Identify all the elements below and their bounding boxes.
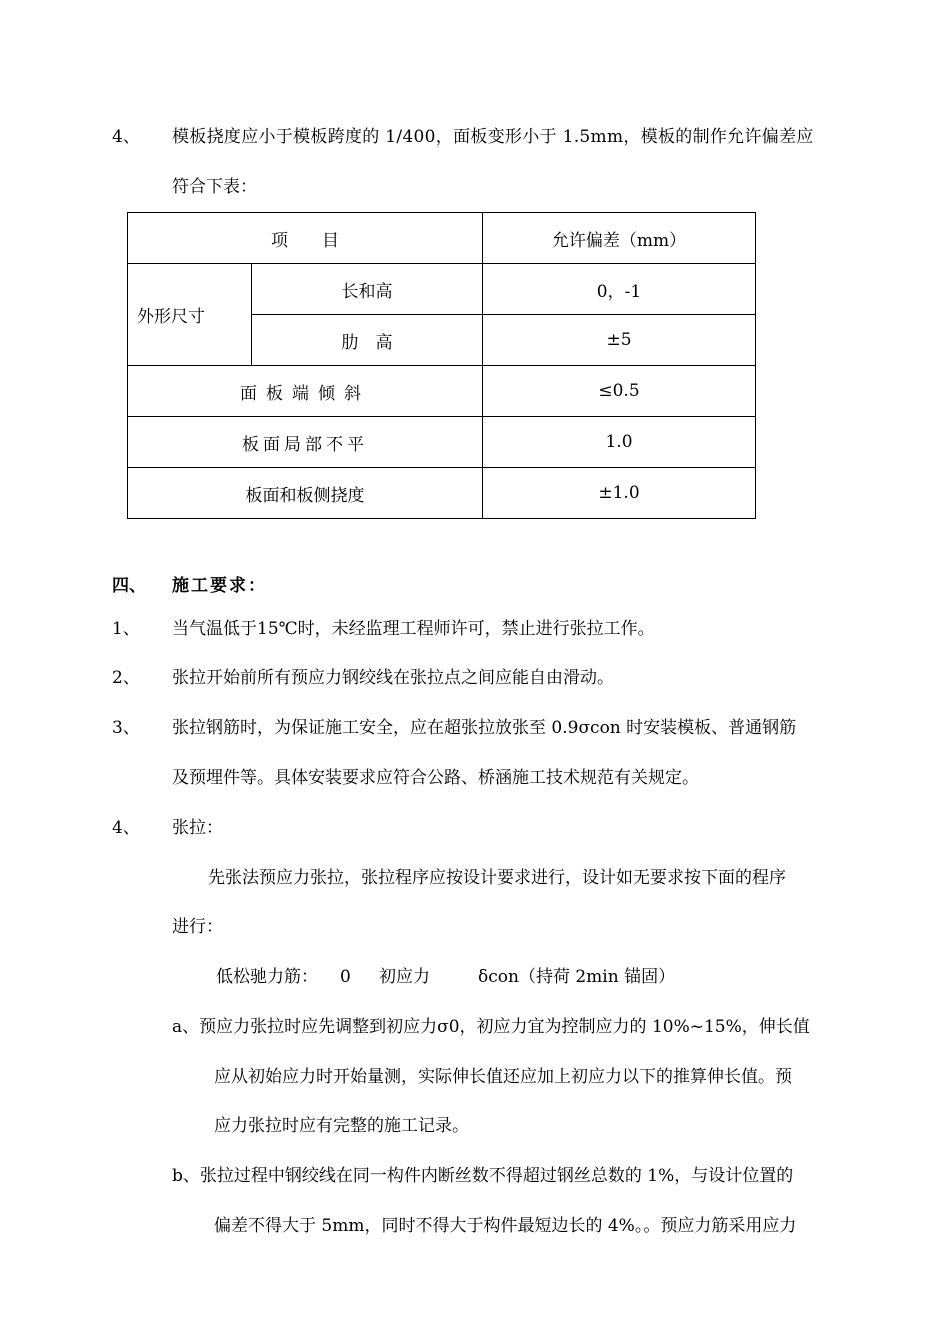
table-cell-value: ±1.0	[483, 468, 756, 519]
table-row	[128, 366, 756, 417]
table-group-label: 外形尺寸	[128, 264, 252, 366]
table-row	[128, 417, 756, 468]
item-number: 4、	[112, 127, 140, 147]
tolerance-table	[127, 212, 756, 519]
table-cell-label: 长和高	[252, 264, 483, 315]
procedure-final: δcon（持荷 2min 锚固）	[478, 967, 676, 987]
section-title: 施工要求：	[172, 576, 267, 596]
item-number: 3、	[112, 718, 140, 738]
table-cell-value: ±5	[483, 315, 756, 366]
paragraph-line: 进行：	[172, 917, 223, 937]
table-row	[128, 468, 756, 519]
table-cell-value: ≤0.5	[483, 366, 756, 417]
section-number: 四、	[112, 576, 146, 596]
procedure-initial: 初应力	[379, 967, 430, 987]
paragraph-line: a、预应力张拉时应先调整到初应力σ0，初应力宜为控制应力的 10%~15%，伸长值	[172, 1017, 810, 1037]
paragraph-line: 偏差不得大于 5mm，同时不得大于构件最短边长的 4%。。预应力筋采用应力	[214, 1216, 797, 1236]
paragraph-line: 当气温低于15℃时，未经监理工程师许可，禁止进行张拉工作。	[172, 619, 655, 639]
table-cell-label: 肋 高	[252, 315, 483, 366]
paragraph-line: 张拉：	[172, 818, 223, 838]
paragraph-line: 应力张拉时应有完整的施工记录。	[214, 1116, 469, 1136]
paragraph-line: 及预埋件等。具体安装要求应符合公路、桥涵施工技术规范有关规定。	[172, 768, 699, 788]
paragraph-line: b、张拉过程中钢绞线在同一构件内断丝数不得超过钢丝总数的 1%，与设计位置的	[172, 1166, 794, 1186]
table-cell-label: 板面局部不平	[128, 417, 483, 468]
procedure-label: 低松驰力筋：	[216, 967, 318, 987]
table-header-item: 项 目	[128, 213, 483, 264]
item-number: 2、	[112, 668, 140, 688]
paragraph-line: 张拉钢筋时，为保证施工安全，应在超张拉放张至 0.9σcon 时安装模板、普通钢筋	[172, 718, 797, 738]
table-cell-value: 0，-1	[483, 264, 756, 315]
procedure-zero: 0	[340, 967, 351, 987]
item-number: 1、	[112, 619, 140, 639]
table-cell-label: 面板端倾斜	[128, 366, 483, 417]
paragraph-line: 应从初始应力时开始量测，实际伸长值还应加上初应力以下的推算伸长值。预	[214, 1067, 792, 1087]
paragraph-line: 模板挠度应小于模板跨度的 1/400，面板变形小于 1.5mm，模板的制作允许偏差应	[172, 127, 814, 147]
paragraph-line: 符合下表：	[172, 177, 257, 197]
item-number: 4、	[112, 818, 140, 838]
table-cell-label: 板面和板侧挠度	[128, 468, 483, 519]
table-header-tolerance: 允许偏差（mm）	[483, 213, 756, 264]
paragraph-line: 先张法预应力张拉，张拉程序应按设计要求进行，设计如无要求按下面的程序	[208, 868, 786, 888]
table-row	[128, 264, 756, 315]
table-header-row	[128, 213, 756, 264]
table-cell-value: 1.0	[483, 417, 756, 468]
paragraph-line: 张拉开始前所有预应力钢绞线在张拉点之间应能自由滑动。	[172, 668, 614, 688]
